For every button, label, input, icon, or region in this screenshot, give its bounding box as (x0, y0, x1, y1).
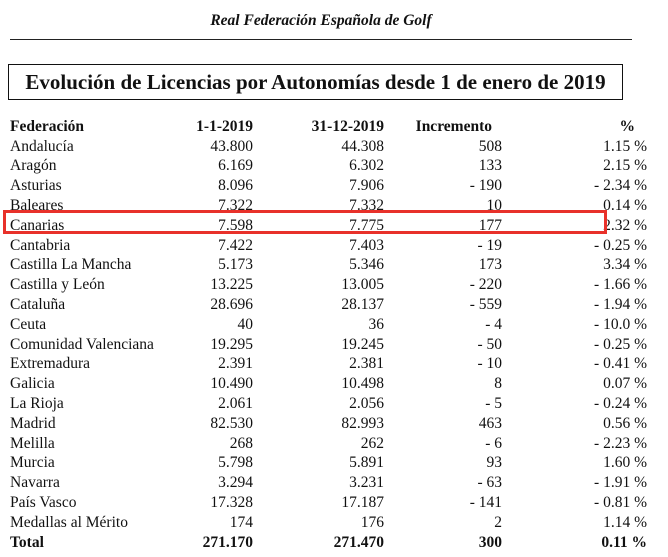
cell-increment: - 5 (485, 395, 502, 413)
cell-federation: Comunidad Valenciana (10, 335, 154, 353)
cell-start: 268 (229, 434, 253, 452)
cell-increment: 10 (486, 197, 502, 215)
table-row (8, 454, 668, 474)
cell-end: 176 (360, 513, 384, 531)
cell-increment: - 50 (477, 335, 502, 353)
organization-header: Real Federación Española de Golf (210, 12, 432, 29)
cell-increment: 463 (478, 414, 502, 432)
licenses-table (8, 117, 668, 553)
cell-increment: 133 (478, 157, 502, 175)
cell-end: 5.891 (349, 454, 384, 472)
cell-federation: Canarias (10, 216, 65, 234)
table-row (8, 315, 668, 335)
table-row (8, 295, 668, 315)
total-cell-federation: Total (10, 533, 44, 551)
cell-federation: Cantabria (10, 236, 71, 254)
cell-start: 2.391 (218, 355, 253, 373)
cell-percent: 0.07 % (603, 375, 647, 393)
report-title: Evolución de Licencias por Autonomías desde 1 de enero de 2019 (8, 64, 623, 100)
cell-federation: Aragón (10, 157, 57, 175)
cell-increment: - 190 (469, 177, 502, 195)
cell-percent: 3.34 % (603, 256, 647, 274)
table-row (8, 355, 668, 375)
cell-start: 82.530 (210, 414, 253, 432)
cell-federation: Extremadura (10, 355, 91, 373)
table-row (8, 157, 668, 177)
cell-end: 5.346 (349, 256, 384, 274)
cell-end: 7.906 (349, 177, 384, 195)
cell-percent: - 0.25 % (594, 236, 647, 254)
cell-federation: País Vasco (10, 494, 77, 512)
cell-percent: - 0.24 % (594, 395, 647, 413)
cell-federation: Andalucía (10, 137, 74, 155)
cell-percent: - 10.0 % (594, 315, 647, 333)
table-body (8, 137, 668, 553)
cell-end: 2.056 (349, 395, 384, 413)
cell-federation: Cataluña (10, 296, 66, 314)
cell-increment: - 220 (469, 276, 502, 294)
cell-percent: - 1.94 % (594, 296, 647, 314)
cell-start: 8.096 (218, 177, 253, 195)
table-row (8, 335, 668, 355)
cell-federation: Baleares (10, 197, 64, 215)
cell-start: 17.328 (210, 494, 253, 512)
cell-end: 6.302 (349, 157, 384, 175)
cell-start: 28.696 (210, 296, 253, 314)
cell-end: 10.498 (341, 375, 384, 393)
cell-increment: - 63 (477, 474, 502, 492)
table-row (8, 493, 668, 513)
total-cell-percent: 0.11 % (601, 533, 647, 551)
cell-percent: - 1.66 % (594, 276, 647, 294)
table-row (8, 176, 668, 196)
cell-federation: La Rioja (10, 395, 64, 413)
cell-end: 7.332 (349, 197, 384, 215)
cell-increment: - 6 (485, 434, 502, 452)
cell-end: 3.231 (349, 474, 384, 492)
cell-end: 7.775 (349, 216, 384, 234)
column-header-end: 31-12-2019 (311, 117, 384, 135)
column-header-increment: Incremento (415, 117, 492, 135)
cell-end: 13.005 (341, 276, 384, 294)
cell-percent: 1.60 % (603, 454, 647, 472)
cell-start: 2.061 (218, 395, 253, 413)
table-row (8, 473, 668, 493)
cell-increment: 177 (478, 216, 502, 234)
cell-percent: 1.15 % (603, 137, 647, 155)
column-header-federacion: Federación (10, 117, 85, 135)
cell-federation: Navarra (10, 474, 60, 492)
cell-end: 82.993 (341, 414, 384, 432)
table-row (8, 236, 668, 256)
cell-percent: 0.56 % (603, 414, 647, 432)
column-header-percent: % (619, 117, 635, 135)
cell-federation: Castilla y León (10, 276, 105, 294)
cell-increment: 508 (478, 137, 502, 155)
cell-start: 174 (229, 513, 253, 531)
table-row (8, 374, 668, 394)
cell-percent: 2.32 % (603, 216, 647, 234)
cell-percent: - 2.34 % (594, 177, 647, 195)
table-row (8, 513, 668, 533)
cell-increment: - 4 (485, 315, 502, 333)
table-row (8, 137, 668, 157)
cell-start: 13.225 (210, 276, 253, 294)
cell-federation: Castilla La Mancha (10, 256, 132, 274)
cell-start: 10.490 (210, 375, 253, 393)
cell-end: 36 (368, 315, 384, 333)
total-cell-increment: 300 (478, 533, 502, 551)
cell-percent: - 2.23 % (594, 434, 647, 452)
table-header-row (8, 117, 668, 137)
table-row (8, 414, 668, 434)
cell-end: 19.245 (341, 335, 384, 353)
cell-federation: Melilla (10, 434, 55, 452)
cell-start: 6.169 (218, 157, 253, 175)
column-header-start: 1-1-2019 (196, 117, 253, 135)
cell-end: 2.381 (349, 355, 384, 373)
cell-start: 40 (237, 315, 253, 333)
total-cell-end: 271.470 (333, 533, 384, 551)
cell-increment: - 10 (477, 355, 502, 373)
cell-start: 5.173 (218, 256, 253, 274)
cell-federation: Medallas al Mérito (10, 513, 128, 531)
cell-start: 5.798 (218, 454, 253, 472)
cell-federation: Madrid (10, 414, 56, 432)
cell-start: 19.295 (210, 335, 253, 353)
table-row (8, 216, 668, 236)
cell-start: 7.422 (218, 236, 253, 254)
cell-percent: - 0.25 % (594, 335, 647, 353)
table-row (8, 275, 668, 295)
table-row (8, 196, 668, 216)
cell-start: 3.294 (218, 474, 253, 492)
cell-end: 44.308 (341, 137, 384, 155)
header-divider (10, 39, 632, 40)
table-row (8, 256, 668, 276)
cell-federation: Asturias (10, 177, 62, 195)
table-row (8, 394, 668, 414)
cell-percent: 1.14 % (603, 513, 647, 531)
cell-percent: 2.15 % (603, 157, 647, 175)
cell-end: 28.137 (341, 296, 384, 314)
cell-increment: - 19 (477, 236, 502, 254)
cell-end: 262 (360, 434, 384, 452)
cell-end: 7.403 (349, 236, 384, 254)
cell-increment: 173 (478, 256, 502, 274)
table-total-row (8, 533, 668, 553)
table-row (8, 434, 668, 454)
cell-increment: 93 (486, 454, 502, 472)
cell-federation: Murcia (10, 454, 55, 472)
cell-increment: 2 (494, 513, 502, 531)
cell-increment: - 141 (469, 494, 502, 512)
cell-percent: - 0.81 % (594, 494, 647, 512)
cell-percent: - 0.41 % (594, 355, 647, 373)
cell-start: 7.322 (218, 197, 253, 215)
cell-percent: - 1.91 % (594, 474, 647, 492)
cell-increment: - 559 (469, 296, 502, 314)
cell-percent: 0.14 % (603, 197, 647, 215)
cell-federation: Ceuta (10, 315, 47, 333)
cell-end: 17.187 (341, 494, 384, 512)
cell-start: 43.800 (210, 137, 253, 155)
cell-start: 7.598 (218, 216, 253, 234)
total-cell-start: 271.170 (202, 533, 253, 551)
cell-federation: Galicia (10, 375, 55, 393)
cell-increment: 8 (494, 375, 502, 393)
